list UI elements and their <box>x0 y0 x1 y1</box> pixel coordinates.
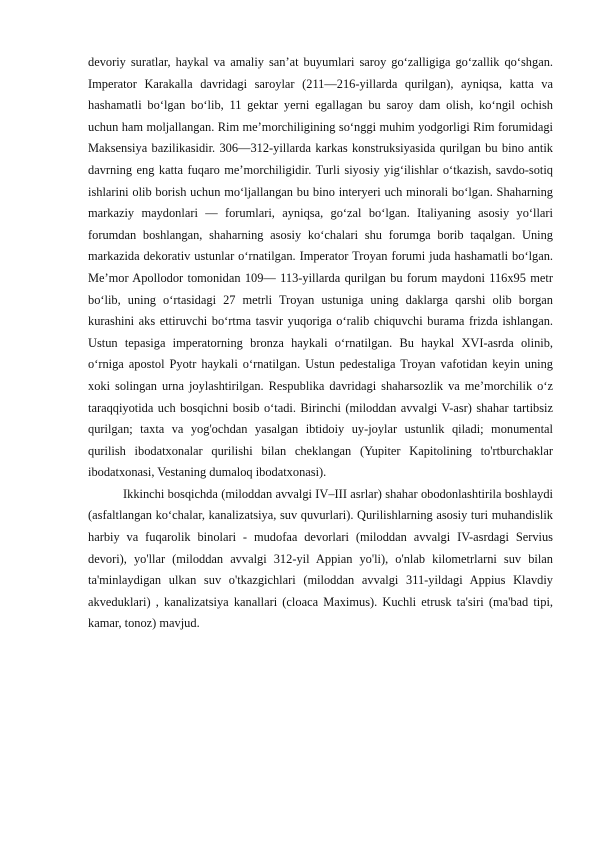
paragraph-2: Ikkinchi bosqichda (miloddan avvalgi IV–III asrlar) shahar obodonlashtirila boshlaydi (asfaltlangan ko‘chalar, kanalizatsiya, suv quvurlari). Qurilishlarning asosiy turi muhandislik harbiy va fuqarolik binolari - mudofaa devorlari (miloddan avvalgi IV-asrdagi Servius devori), yo'llar (miloddan avvalgi 312-yil Appian yo'li), o'nlab kilometrlarni suv bilan ta'minlaydigan ulkan suv o'tkazgichlari (miloddan avvalgi 311-yildagi Appius Klavdiy akveduklari) , kanalizatsiya kanallari (cloaca Maximus). Kuchli etrusk ta'siri (ma'bad tipi, kamar, tonoz) mavjud. <box>88 486 553 631</box>
document-page <box>88 52 553 635</box>
paragraph-1: devoriy suratlar, haykal va amaliy san’at buyumlari saroy go‘zalligiga go‘zallik qo‘shgan. Imperator Karakalla davridagi saroylar (211—216-yillarda qurilgan), ayniqsa, katta va hashamatli bo‘lgan bo‘lib, 11 gektar yerni egallagan bu saroy dam olish, ko‘ngil ochish uchun ham moljallangan. Rim me’morchiligining so‘nggi muhim yodgorligi Rim forumidagi Maksensiya bazilikasidir. 306—312-yillarda karkas konstruksiyasida qurilgan bu bino antik davrning eng katta fuqaro me’morchiligidir. Turli siyosiy yig‘ilishlar o‘tkazish, savdo-sotiq ishlarini olib borish uchun mo‘ljallangan bu bino interyeri uch minorali bo‘lgan. Shaharning markaziy maydonlari — forumlari, ayniqsa, go‘zal bo‘lgan. Italiyaning asosiy yo‘llari forumdan boshlangan, shaharning asosiy ko‘chalari shu forumga borib taqalgan. Uning markazida dekorativ ustunlar o‘rnatilgan. Imperator Troyan forumi juda hashamatli bo‘lgan. Me’mor Apollodor tomonidan 109— 113-yillarda qurilgan bu forum maydoni 116x95 metr bo‘lib, uning o‘rtasidagi 27 metrli Troyan ustuniga uning daklarga qarshi olib borgan kurashini aks ettiruvchi bo‘rtma tasvir yuqoriga o‘ralib chiquvchi burama frizda ishlangan. Ustun tepasiga imperatorning bronza haykali o‘rnatilgan. Bu haykal XVI-asrda olinib, o‘rniga apostol Pyotr haykali o‘rnatilgan. Ustun pedestaliga Troyan vafotidan keyin uning xoki solingan urna joylashtirilgan. Respublika davridagi shaharsozlik va me’morchilik o‘z taraqqiyotida uch bosqichni bosib o‘tadi. Birinchi (miloddan avvalgi V-asr) shahar tartibsiz qurilgan; taxta va yog'ochdan yasalgan ibtidoiy uy-joylar ustunlik qiladi; monumental qurilish ibodatxonalar qurilishi bilan cheklangan (Yupiter Kapitolining to'rtburchaklar ibodatxonasi, Vestaning dumaloq ibodatxonasi). <box>88 55 553 480</box>
